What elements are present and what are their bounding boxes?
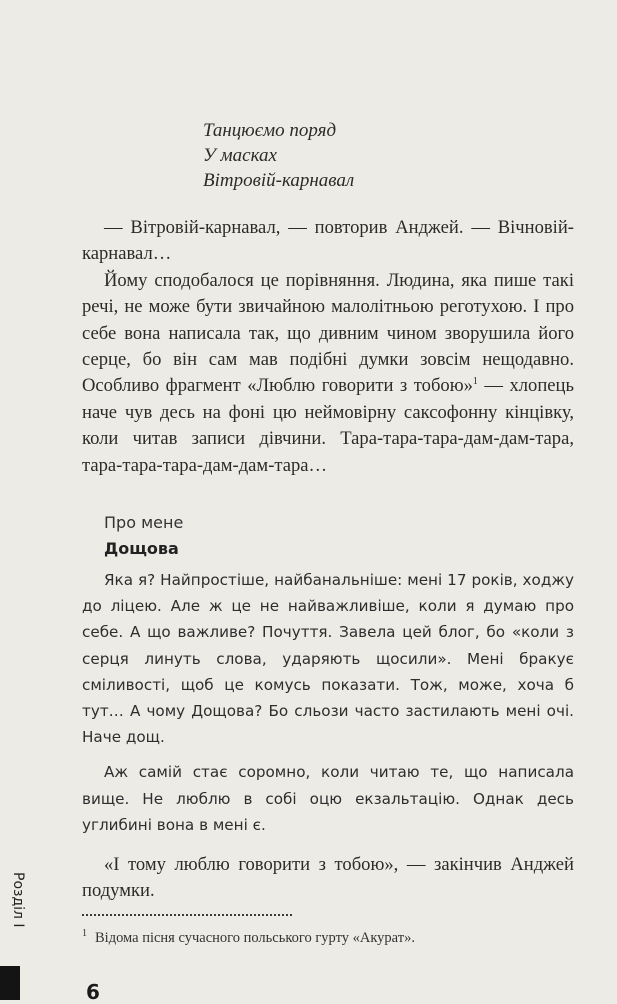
footnote-text: Відома пісня сучасного польського гурту «Акурат».	[95, 929, 415, 946]
narrative-paragraph	[82, 268, 574, 479]
poem-line: Вітровій-карнавал	[203, 170, 355, 191]
narrative-block	[82, 215, 574, 479]
narrative-text: Йому сподобалося це порівняння. Людина, яка пише такі речі, не може бути звичайною малолітньою реготухою. І про себе вона написала так, що дивним чином зворушила його серце, бо він сам мав подібні думки зовсім нещодавно. Особливо фрагмент «Люблю говорити з тобою»	[82, 269, 574, 397]
narrative-paragraph: — Вітровій-карнавал, — повторив Анджей. — Вічновій-карнавал…	[82, 217, 574, 265]
blog-paragraph: Яка я? Найпростіше, найбанальніше: мені 17 років, ходжу до ліцею. Але ж це не найважливіше, коли я думаю про себе. А що важливе? Почуття. Завела цей блог, бо «коли з серця линуть слова, ударяють щосили». Мені бракує сміливості, щоб це комусь показати. Тож, може, хоча б тут… А чому Дощова? Бо сльози часто застилають мені очі. Наче дощ.	[82, 571, 574, 747]
blog-post	[82, 567, 574, 838]
footnote-divider	[82, 914, 292, 916]
closing-paragraph: «І тому люблю говорити з тобою», — закінчив Анджей подумки.	[82, 854, 574, 902]
footnote	[82, 928, 415, 947]
chapter-tab-marker	[0, 966, 20, 1000]
closing-block	[82, 852, 574, 905]
poem-line: Танцюємо поряд	[203, 120, 337, 141]
footnote-number: 1	[82, 928, 87, 939]
chapter-label: Розділ І	[10, 872, 26, 928]
page-number: 6	[86, 980, 100, 1004]
blog-paragraph: Аж самій стає соромно, коли читаю те, що написала вище. Не люблю в собі оцю екзальтацію. Однак десь углибині вона в мені є.	[82, 763, 574, 834]
footnote-reference: 1	[472, 376, 478, 388]
blog-author-name: Дощова	[104, 539, 179, 558]
narrative-text: — хлопець наче чув десь на фоні цю неймовірну саксофонну кінцівку, коли читав записи дівчини. Тара-тара-тара-дам-дам-тара, тара-тара-тара-дам-дам-тара…	[82, 375, 574, 476]
poem-line: У масках	[203, 145, 277, 166]
blog-section-label: Про мене	[104, 513, 184, 532]
poem-verse	[203, 118, 354, 193]
